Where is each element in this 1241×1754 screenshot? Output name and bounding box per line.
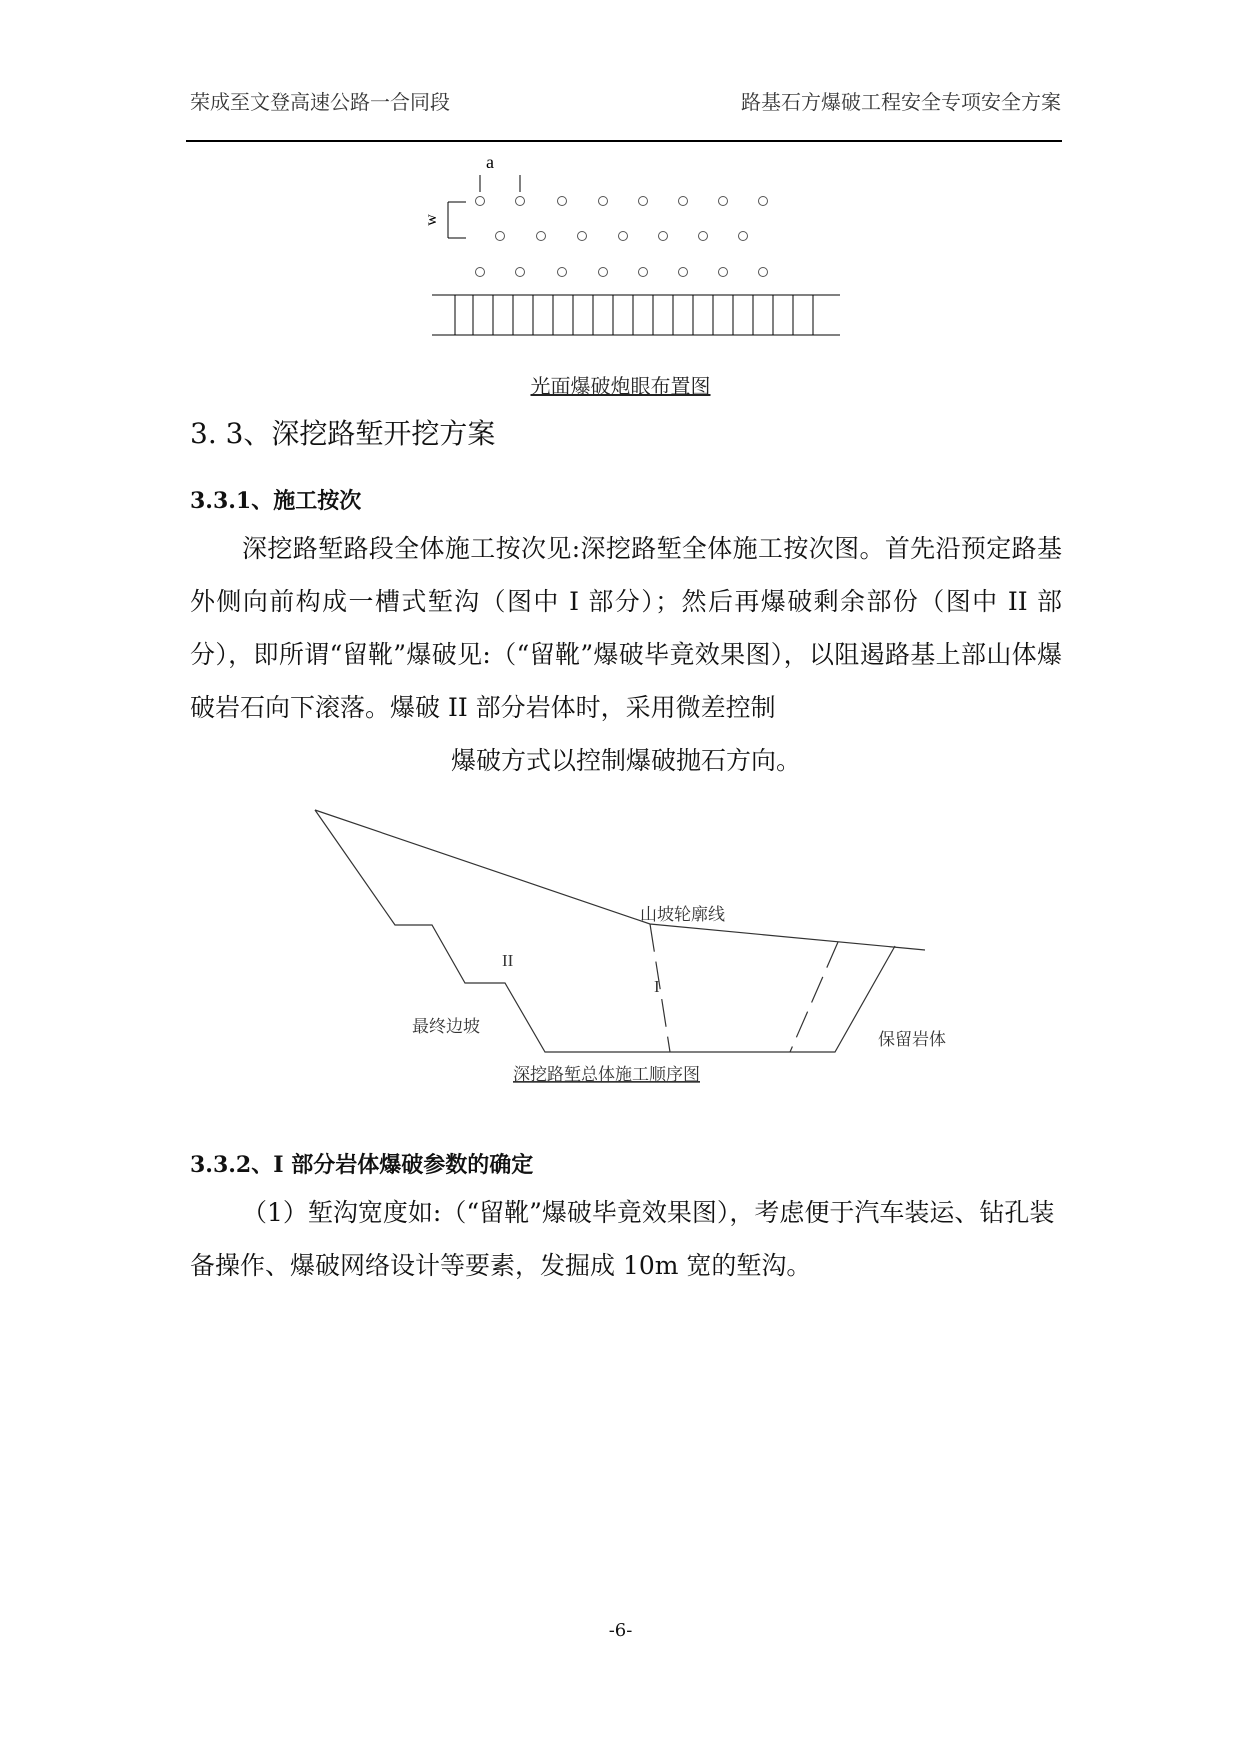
label-final-slope: 最终边坡: [412, 1017, 480, 1036]
page-number: -6-: [608, 1620, 633, 1641]
deep-cut-sequence-figure: [300, 800, 950, 1090]
header-rule: [186, 140, 1062, 142]
bench-hole-ticks: [455, 295, 813, 335]
paragraph-construction-sequence: 深挖路堑路段全体施工按次见:深挖路堑全体施工按次图。首先沿预定路基外侧向前构成一槽式堑沟（图中 I 部分）；然后再爆破剩余部份（图中 II 部分），即所谓“留靴”爆破见:（“留靴”爆破毕竟效果图），以阻遏路基上部山体爆破岩石向下滚落。爆破 II 部分岩体时，采用微差控制: [190, 534, 1062, 722]
label-slope-line: 山坡轮廓线: [640, 905, 725, 924]
hill-slope-outline: [315, 810, 925, 950]
figure2-caption: 深挖路堑总体施工顺序图: [513, 1065, 700, 1084]
paragraph-trench-width: （1）堑沟宽度如:（“留靴”爆破毕竟效果图），考虑便于汽车装运、钻孔装备操作、爆破网络设计等要素，发掘成 10m 宽的堑沟。: [190, 1198, 1055, 1280]
subsection-heading-3-3-1: 3.3.1、施工按次: [190, 488, 362, 514]
label-a: a: [486, 152, 494, 172]
header-document-title: 路基石方爆破工程安全专项安全方案: [741, 90, 1061, 114]
excavation-profile: [315, 810, 895, 1052]
label-part-I: I: [654, 977, 660, 996]
label-retained-rock: 保留岩体: [878, 1030, 946, 1049]
divider-I-retained: [790, 942, 838, 1052]
figure1-caption: 光面爆破炮眼布置图: [530, 374, 711, 398]
hole-row-3: [476, 268, 768, 277]
hole-row-1: [476, 197, 768, 206]
section-heading: 3. 3、深挖路堑开挖方案: [190, 417, 496, 450]
paragraph-construction-sequence-last-line: 爆破方式以控制爆破抛石方向。: [450, 746, 801, 775]
divider-II-I: [650, 924, 670, 1052]
label-w: w: [423, 214, 440, 226]
blast-hole-layout-figure: [410, 150, 850, 340]
header-project-name: 荣成至文登高速公路一合同段: [190, 90, 450, 114]
subsection-heading-3-3-2: 3.3.2、I 部分岩体爆破参数的确定: [190, 1152, 534, 1178]
hole-row-2: [496, 232, 748, 241]
label-part-II: II: [502, 951, 514, 970]
